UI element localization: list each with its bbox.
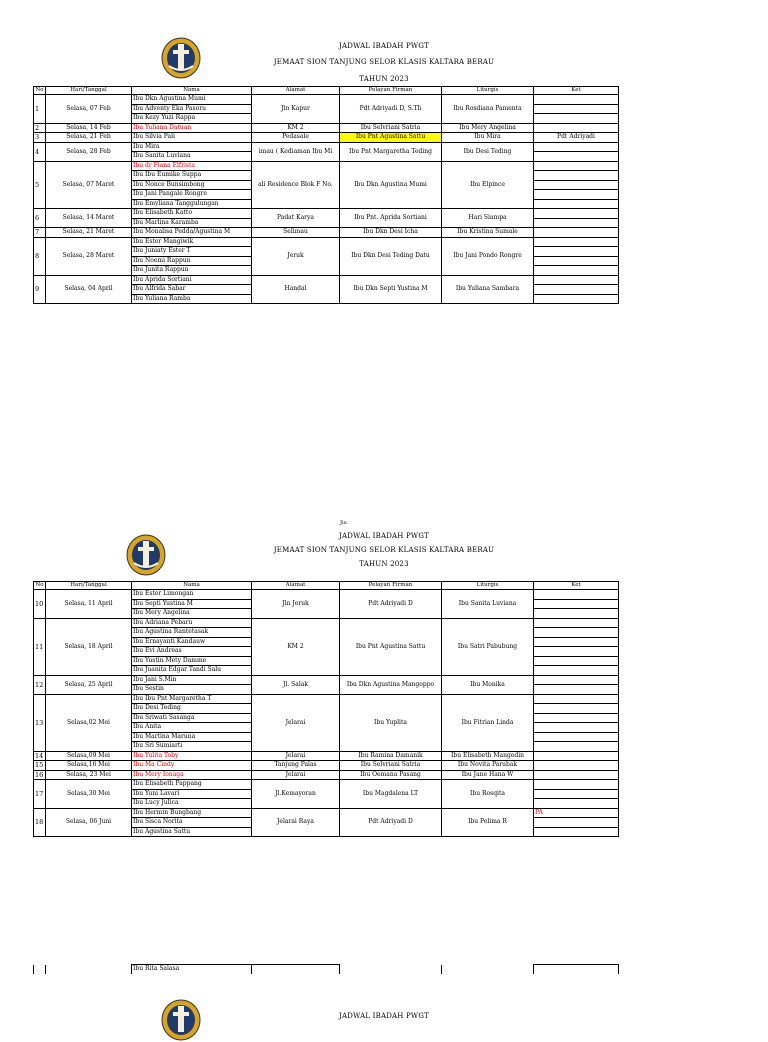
row-address: ali Residence Blok F No. bbox=[252, 161, 340, 209]
row-address: Selimau bbox=[252, 228, 340, 238]
table-row bbox=[34, 590, 619, 600]
row-date: Selasa, 07 Maret bbox=[46, 161, 132, 209]
row-note bbox=[534, 647, 619, 657]
row-number: 18 bbox=[34, 808, 46, 837]
row-note bbox=[534, 199, 619, 209]
row-date: Selasa, 18 April bbox=[46, 618, 132, 675]
member-name: Ibu Adriana Pebaru bbox=[132, 618, 252, 628]
column-header: Nama bbox=[132, 87, 252, 95]
page-subtitle: JEMAAT SION TANJUNG SELOR KLASIS KALTARA BERAU bbox=[273, 546, 495, 554]
row-address: KM 2 bbox=[252, 123, 340, 133]
row-liturgist: Ibu Sanita Luviana bbox=[442, 590, 534, 619]
member-name: Ibu Hermin Bungbang bbox=[132, 808, 252, 818]
column-header: Ket bbox=[534, 582, 619, 590]
row-address: Pedasale bbox=[252, 133, 340, 143]
row-note bbox=[534, 95, 619, 105]
member-name: Ibu dr Fiana Elfrista bbox=[132, 161, 252, 171]
row-liturgist: Ibu Mery Angelina bbox=[442, 123, 534, 133]
member-name: Ibu Silvia Pali bbox=[132, 133, 252, 143]
row-preacher: Ibu Pnt. Aprida Sortiani bbox=[340, 209, 442, 228]
column-header: Liturgis bbox=[442, 582, 534, 590]
member-name: Ibu Kezy Yuzi Rappa bbox=[132, 114, 252, 124]
member-name: Ibu Desi Teding bbox=[132, 704, 252, 714]
row-note bbox=[534, 590, 619, 600]
row-date: Selasa, 11 April bbox=[46, 590, 132, 619]
row-date: Selasa, 21 Maret bbox=[46, 228, 132, 238]
row-note bbox=[534, 161, 619, 171]
member-name: Ibu Yustin Mety Damme bbox=[132, 656, 252, 666]
row-note bbox=[534, 723, 619, 733]
member-name: Ibu Mery Angelina bbox=[132, 609, 252, 619]
row-address: Handal bbox=[252, 275, 340, 304]
row-note bbox=[534, 732, 619, 742]
row-address: Jelarai bbox=[252, 694, 340, 751]
list-item: Ibu Rita Salasa bbox=[132, 965, 252, 974]
row-note bbox=[534, 275, 619, 285]
row-address: Jelarai bbox=[252, 770, 340, 780]
row-liturgist: Ibu Desi Teding bbox=[442, 142, 534, 161]
column-header: Hari/Tanggal bbox=[46, 87, 132, 95]
schedule-table-2 bbox=[33, 581, 619, 837]
member-name: Ibu Juanita Edgar Tandi Salu bbox=[132, 666, 252, 676]
row-number: 17 bbox=[34, 780, 46, 809]
table-row bbox=[34, 694, 619, 704]
row-address: imau ( Kediaman Ibu Mi bbox=[252, 142, 340, 161]
row-preacher: Pdt Adriyadi D bbox=[340, 808, 442, 837]
member-name: Ibu Martina Maruna bbox=[132, 732, 252, 742]
row-note bbox=[534, 171, 619, 181]
row-note bbox=[534, 704, 619, 714]
row-note: PA bbox=[534, 808, 619, 818]
table-row bbox=[34, 95, 619, 105]
stray-text: Jln bbox=[340, 520, 347, 526]
row-address: KM 2 bbox=[252, 618, 340, 675]
row-note bbox=[534, 209, 619, 219]
row-date: Selasa, 04 April bbox=[46, 275, 132, 304]
row-note bbox=[534, 799, 619, 809]
row-note bbox=[534, 599, 619, 609]
row-date: Selasa,02 Mei bbox=[46, 694, 132, 751]
member-name: Ibu Yuliana Datuan bbox=[132, 123, 252, 133]
row-note bbox=[534, 675, 619, 685]
row-preacher: Ibu Dkn Desi Icha bbox=[340, 228, 442, 238]
row-note bbox=[534, 294, 619, 304]
row-number: 14 bbox=[34, 751, 46, 761]
column-header: Hari/Tanggal bbox=[46, 582, 132, 590]
row-preacher: Ibu Pnt Agustina Sattu bbox=[340, 133, 442, 143]
row-note bbox=[534, 180, 619, 190]
row-note bbox=[534, 609, 619, 619]
row-note bbox=[534, 637, 619, 647]
church-logo-icon bbox=[161, 998, 201, 1042]
row-note bbox=[534, 818, 619, 828]
row-liturgist: Ibu Jani Pondo Rongre bbox=[442, 237, 534, 275]
table-row bbox=[34, 618, 619, 628]
row-address: Jl. Salak bbox=[252, 675, 340, 694]
table-row bbox=[34, 770, 619, 780]
row-number: 10 bbox=[34, 590, 46, 619]
row-number: 7 bbox=[34, 228, 46, 238]
table-row bbox=[34, 142, 619, 152]
page-year: TAHUN 2023 bbox=[359, 75, 409, 83]
row-note bbox=[534, 656, 619, 666]
row-address: Jelarai Raya bbox=[252, 808, 340, 837]
row-number: 13 bbox=[34, 694, 46, 751]
row-preacher: Ibu Oemana Pasang bbox=[340, 770, 442, 780]
member-name: Ibu Emyliana Tanggulungan bbox=[132, 199, 252, 209]
row-liturgist: Ibu Satri Pabubung bbox=[442, 618, 534, 675]
table-row bbox=[34, 237, 619, 247]
member-name: Ibu Dkn Agustina Mumi bbox=[132, 95, 252, 105]
row-liturgist: Ibu Elpince bbox=[442, 161, 534, 209]
row-liturgist: Ibu Fitrian Linda bbox=[442, 694, 534, 751]
row-note bbox=[534, 218, 619, 228]
row-preacher: Ibu Dkn Agustina Mumi bbox=[340, 161, 442, 209]
row-number: 2 bbox=[34, 123, 46, 133]
table-row bbox=[34, 780, 619, 790]
member-name: Ibu Sri Sumiarti bbox=[132, 742, 252, 752]
row-note bbox=[534, 256, 619, 266]
member-name: Ibu Alfrida Sabar bbox=[132, 285, 252, 295]
member-name: Ibu Sisca Norita bbox=[132, 818, 252, 828]
row-number: 12 bbox=[34, 675, 46, 694]
row-preacher: Ibu Selvriani Satria bbox=[340, 761, 442, 771]
row-date: Selasa,30 Mei bbox=[46, 780, 132, 809]
member-name: Ibu Septi Yustina M bbox=[132, 599, 252, 609]
row-address: Jeruk bbox=[252, 237, 340, 275]
member-name: Ibu Ester Limongan bbox=[132, 590, 252, 600]
member-name: Ibu Noemi Rappun bbox=[132, 256, 252, 266]
member-name: Ibu Mira bbox=[132, 142, 252, 152]
row-number: 1 bbox=[34, 95, 46, 124]
row-liturgist: Ibu Elisabeth Mangedin bbox=[442, 751, 534, 761]
table-row bbox=[34, 133, 619, 143]
member-name: Ibu Sanita Luviana bbox=[132, 152, 252, 162]
member-name: Ibu Sriwati Sasanga bbox=[132, 713, 252, 723]
row-note bbox=[534, 742, 619, 752]
member-name: Ibu Agustina Sattu bbox=[132, 827, 252, 837]
table-row bbox=[34, 209, 619, 219]
row-note bbox=[534, 152, 619, 162]
member-name: Ibu Jani S.Min bbox=[132, 675, 252, 685]
row-note bbox=[534, 685, 619, 695]
member-name: Ibu Yuliana Ramba bbox=[132, 294, 252, 304]
row-liturgist: Ibu Pelima R bbox=[442, 808, 534, 837]
member-name: Ibu Elisabeth Pappang bbox=[132, 780, 252, 790]
column-header: No bbox=[35, 87, 44, 93]
row-note bbox=[534, 751, 619, 761]
row-liturgist: Ibu Mira bbox=[442, 133, 534, 143]
member-name: Ibu Ernayanti Kandauw bbox=[132, 637, 252, 647]
member-name: Ibu Ibu Eumike Suppa bbox=[132, 171, 252, 181]
page-title: JADWAL IBADAH PWGT bbox=[339, 532, 429, 540]
row-number: 4 bbox=[34, 142, 46, 161]
table-row bbox=[34, 275, 619, 285]
row-note bbox=[534, 142, 619, 152]
row-preacher: Pdt Adriyadi D bbox=[340, 590, 442, 619]
row-date: Selasa, 21 Feb bbox=[46, 133, 132, 143]
row-date: Selasa, 14 Maret bbox=[46, 209, 132, 228]
schedule-table-1 bbox=[33, 86, 619, 304]
column-header: Pelayan Firman bbox=[340, 87, 442, 95]
member-name: Ibu Junita Rappun bbox=[132, 266, 252, 276]
member-name: Ibu Marlina Karamba bbox=[132, 218, 252, 228]
column-header: Pelayan Firman bbox=[340, 582, 442, 590]
row-preacher: Ibu Pnt Agustina Sattu bbox=[340, 618, 442, 675]
column-header: Ket bbox=[534, 87, 619, 95]
row-address: Jln Jeruk bbox=[252, 590, 340, 619]
member-name: Ibu Ester Mangiwik bbox=[132, 237, 252, 247]
row-preacher: Ibu Dkn Septi Yustina M bbox=[340, 275, 442, 304]
row-number: 16 bbox=[34, 770, 46, 780]
row-note bbox=[534, 266, 619, 276]
row-note bbox=[534, 761, 619, 771]
row-note bbox=[534, 628, 619, 638]
row-liturgist: Hari Siampa bbox=[442, 209, 534, 228]
page-title: JADWAL IBADAH PWGT bbox=[339, 42, 429, 50]
row-note: Pdt Adriyadi bbox=[534, 133, 619, 143]
member-name: Ibu Elisabeth Katto bbox=[132, 209, 252, 219]
row-liturgist: Ibu Jane Hana W bbox=[442, 770, 534, 780]
member-name: Ibu Aprida Sortiani bbox=[132, 275, 252, 285]
member-name: Ibu Adventy Eka Pasoru bbox=[132, 104, 252, 114]
row-address: Padat Karya bbox=[252, 209, 340, 228]
row-note bbox=[534, 789, 619, 799]
row-preacher: Ibu Dkn Agustina Mangoppo bbox=[340, 675, 442, 694]
row-note bbox=[534, 247, 619, 257]
row-note bbox=[534, 770, 619, 780]
row-preacher: Ibu Pnt Margaretha Teding bbox=[340, 142, 442, 161]
row-number: 15 bbox=[34, 761, 46, 771]
row-liturgist: Ibu Yuliana Sambara bbox=[442, 275, 534, 304]
page-year: TAHUN 2023 bbox=[359, 560, 409, 568]
row-date: Selasa, 25 April bbox=[46, 675, 132, 694]
row-number: 5 bbox=[34, 161, 46, 209]
row-note bbox=[534, 114, 619, 124]
table-row bbox=[34, 761, 619, 771]
row-number: 9 bbox=[34, 275, 46, 304]
row-number: 6 bbox=[34, 209, 46, 228]
table-row bbox=[34, 228, 619, 238]
row-preacher: Pdt Adriyadi D, S.Th bbox=[340, 95, 442, 124]
row-note bbox=[534, 285, 619, 295]
column-header: Nama bbox=[132, 582, 252, 590]
table-row bbox=[34, 123, 619, 133]
row-note bbox=[534, 123, 619, 133]
column-header: Alamat bbox=[252, 582, 340, 590]
table-row bbox=[34, 808, 619, 818]
member-name: Ibu Yulita Toby bbox=[132, 751, 252, 761]
row-preacher: Ibu Yuplita bbox=[340, 694, 442, 751]
row-date: Selasa,16 Mei bbox=[46, 761, 132, 771]
member-name: Ibu Lucy Julica bbox=[132, 799, 252, 809]
row-number: 3 bbox=[34, 133, 46, 143]
row-note bbox=[534, 694, 619, 704]
row-note bbox=[534, 618, 619, 628]
row-address: Jln Kapur bbox=[252, 95, 340, 124]
table-row bbox=[34, 161, 619, 171]
member-name: Ibu Ma Cindy bbox=[132, 761, 252, 771]
row-address: Jelarai bbox=[252, 751, 340, 761]
member-name: Ibu Agustina Rantetasak bbox=[132, 628, 252, 638]
member-name: Ibu Monalisa Pedda/Agustina M bbox=[132, 228, 252, 238]
column-header: Alamat bbox=[252, 87, 340, 95]
page-subtitle: JEMAAT SION TANJUNG SELOR KLASIS KALTARA BERAU bbox=[273, 58, 495, 66]
row-preacher: Ibu Magdalena LT bbox=[340, 780, 442, 809]
row-note bbox=[534, 228, 619, 238]
row-date: Selasa,09 Mei bbox=[46, 751, 132, 761]
fragment-row bbox=[33, 964, 619, 974]
row-date: Selasa, 23 Mei bbox=[46, 770, 132, 780]
row-number: 8 bbox=[34, 237, 46, 275]
row-preacher: Ibu Dkn Desi Teding Datu bbox=[340, 237, 442, 275]
member-name: Ibu Nonce Bunsimbong bbox=[132, 180, 252, 190]
row-liturgist: Ibu Novita Parubak bbox=[442, 761, 534, 771]
row-number: 11 bbox=[34, 618, 46, 675]
table-row bbox=[34, 751, 619, 761]
row-date: Selasa, 28 Maret bbox=[46, 237, 132, 275]
row-note bbox=[534, 104, 619, 114]
row-liturgist: Ibu Rosqita bbox=[442, 780, 534, 809]
member-name: Ibu Jani Pangale Rongre bbox=[132, 190, 252, 200]
member-name: Ibu Juniaty Ester T bbox=[132, 247, 252, 257]
row-note bbox=[534, 713, 619, 723]
row-note bbox=[534, 237, 619, 247]
column-header: Liturgis bbox=[442, 87, 534, 95]
member-name: Ibu Sestin bbox=[132, 685, 252, 695]
member-name: Ibu Yuni Lavari bbox=[132, 789, 252, 799]
row-liturgist: Ibu Rosdiana Pamenta bbox=[442, 95, 534, 124]
row-preacher: Ibu Selvriani Satria bbox=[340, 123, 442, 133]
row-address: Tanjung Palas bbox=[252, 761, 340, 771]
row-date: Selasa, 07 Feb bbox=[46, 95, 132, 124]
row-liturgist: Ibu Kristina Sumale bbox=[442, 228, 534, 238]
row-note bbox=[534, 827, 619, 837]
column-header: No bbox=[35, 582, 44, 588]
member-name: Ibu Evi Andreas bbox=[132, 647, 252, 657]
row-address: Jl.Kemayoran bbox=[252, 780, 340, 809]
member-name: Ibu Mery Ionaga bbox=[132, 770, 252, 780]
member-name: Ibu Ibu Pnt Margaretha T bbox=[132, 694, 252, 704]
row-preacher: Ibu Ramina Damanik bbox=[340, 751, 442, 761]
row-note bbox=[534, 190, 619, 200]
row-date: Selasa, 14 Feb bbox=[46, 123, 132, 133]
row-date: Selasa, 06 Juni bbox=[46, 808, 132, 837]
page-title: JADWAL IBADAH PWGT bbox=[339, 1012, 429, 1020]
row-date: Selasa, 28 Feb bbox=[46, 142, 132, 161]
row-note bbox=[534, 666, 619, 676]
table-row bbox=[34, 675, 619, 685]
row-liturgist: Ibu Monika bbox=[442, 675, 534, 694]
row-note bbox=[534, 780, 619, 790]
member-name: Ibu Anita bbox=[132, 723, 252, 733]
